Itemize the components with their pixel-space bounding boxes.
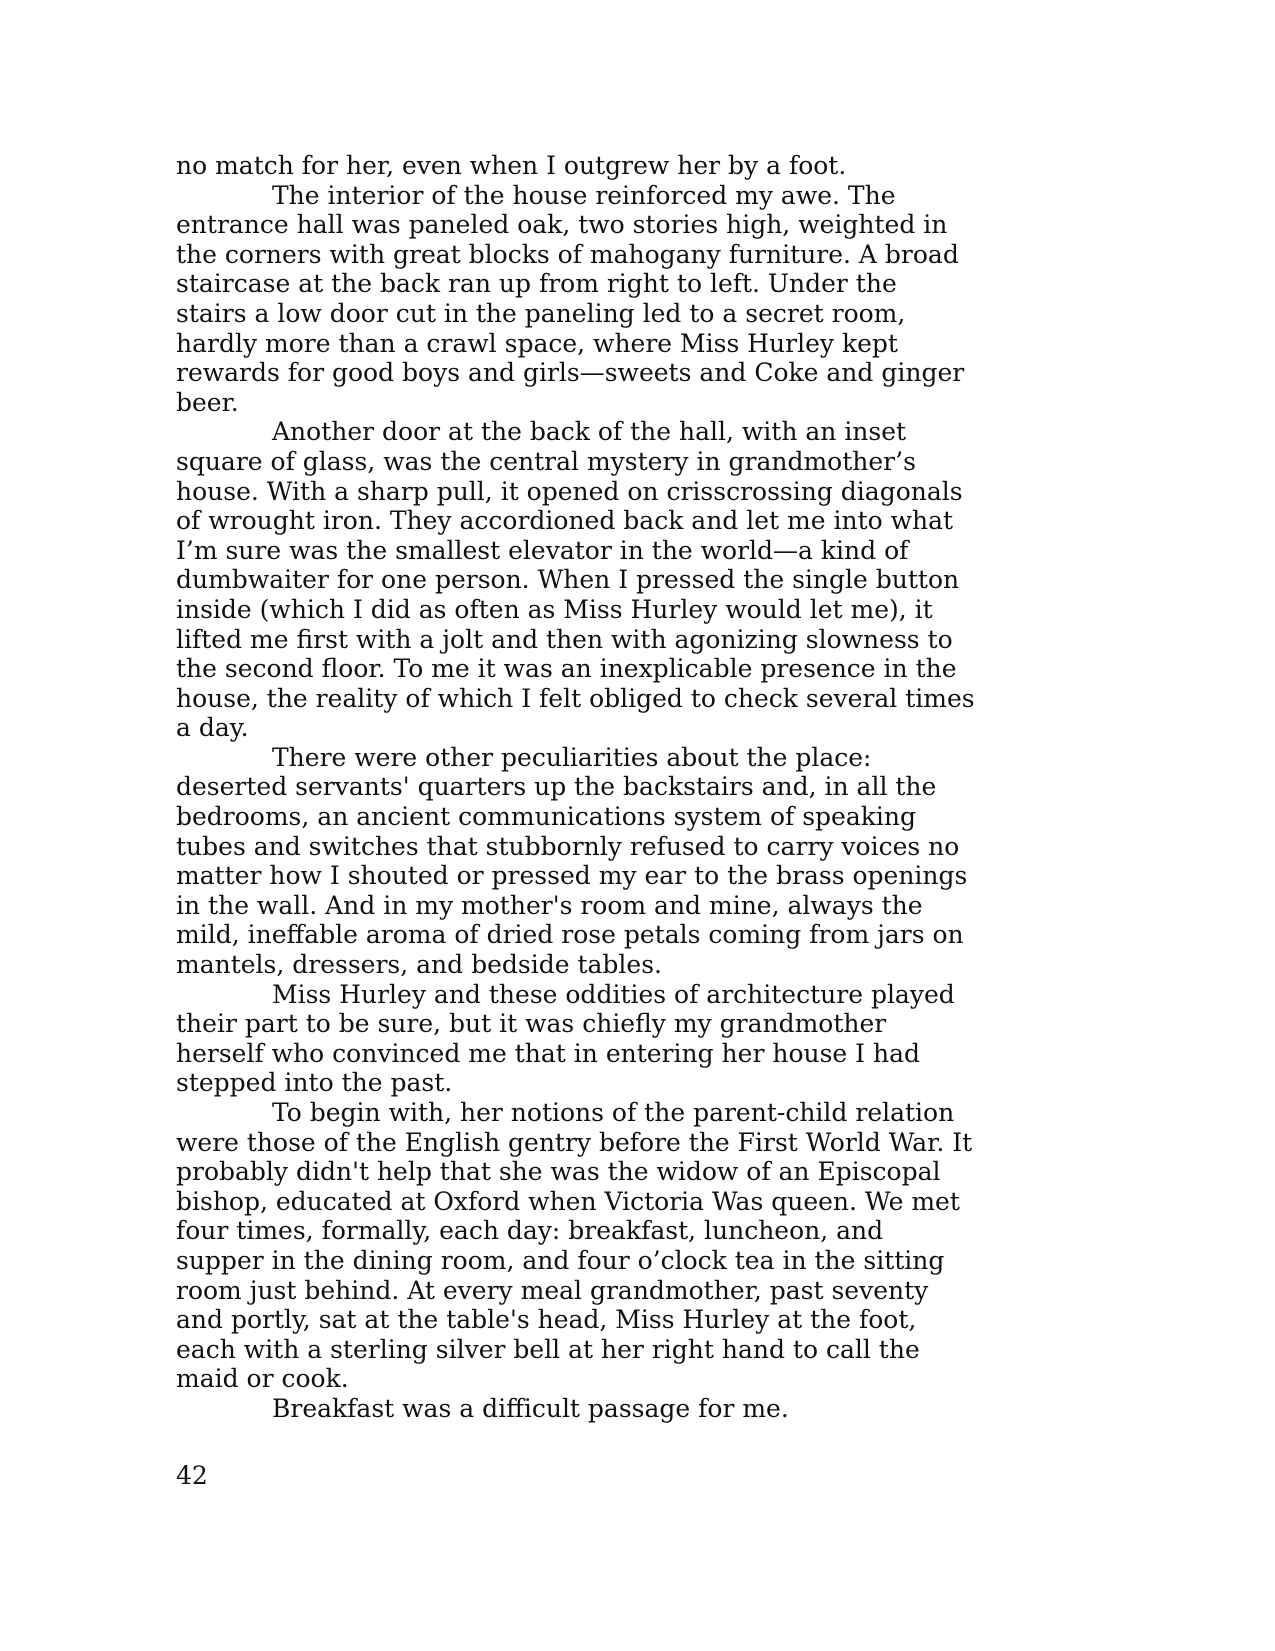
text-line: inside (which I did as often as Miss Hurley would let me), it: [176, 594, 933, 624]
text-line: matter how I shouted or pressed my ear to the brass openings: [176, 861, 968, 891]
text-line: stepped into the past.: [176, 1068, 453, 1098]
text-line: probably didn't help that she was the widow of an Episcopal: [176, 1157, 941, 1187]
text-line: and portly, sat at the table's head, Miss Hurley at the foot,: [176, 1305, 917, 1335]
text-line: mild, ineffable aroma of dried rose petals coming from jars on: [176, 920, 964, 950]
page-number: 42: [176, 1461, 208, 1490]
text-line: of wrought iron. They accordioned back and let me into what: [176, 506, 954, 536]
text-line: a day.: [176, 713, 249, 743]
text-line: hardly more than a crawl space, where Miss Hurley kept: [176, 328, 898, 358]
text-line: deserted servants' quarters up the backstairs and, in all the: [176, 772, 937, 802]
text-line: room just behind. At every meal grandmother, past seventy: [176, 1275, 929, 1305]
text-line: the second floor. To me it was an inexplicable presence in the: [176, 654, 957, 684]
text-line: their part to be sure, but it was chiefly my grandmother: [176, 1009, 887, 1039]
text-line: herself who convinced me that in entering her house I had: [176, 1038, 921, 1068]
text-line: mantels, dressers, and bedside tables.: [176, 950, 662, 980]
text-line: supper in the dining room, and four o’clock tea in the sitting: [176, 1245, 945, 1275]
text-line: each with a sterling silver bell at her right hand to call the: [176, 1334, 920, 1364]
text-line: Another door at the back of the hall, with an inset: [272, 417, 907, 447]
text-line: beer.: [176, 387, 239, 417]
text-line: staircase at the back ran up from right to left. Under the: [176, 269, 897, 299]
text-line: the corners with great blocks of mahogany furniture. A broad: [176, 239, 959, 269]
text-line: square of glass, was the central mystery in grandmother’s: [176, 446, 916, 476]
text-line: rewards for good boys and girls—sweets and Coke and ginger: [176, 358, 965, 388]
text-line: The interior of the house reinforced my awe. The: [272, 180, 896, 210]
text-line: were those of the English gentry before the First World War. It: [176, 1127, 973, 1157]
text-line: tubes and switches that stubbornly refused to carry voices no: [176, 831, 960, 861]
text-line: no match for her, even when I outgrew her by a foot.: [176, 151, 847, 180]
text-line: I’m sure was the smallest elevator in the world—a kind of: [176, 535, 909, 565]
text-line: bishop, educated at Oxford when Victoria Was queen. We met: [176, 1186, 960, 1216]
text-line: Breakfast was a difficult passage for me.: [272, 1393, 789, 1423]
text-line: To begin with, her notions of the parent-child relation: [272, 1098, 955, 1127]
text-line: There were other peculiarities about the place:: [272, 742, 872, 772]
text-line: four times, formally, each day: breakfast, luncheon, and: [176, 1216, 884, 1246]
text-line: dumbwaiter for one person. When I pressed the single button: [176, 565, 960, 595]
text-line: stairs a low door cut in the paneling led to a secret room,: [176, 298, 906, 328]
text-line: lifted me first with a jolt and then with agonizing slowness to: [176, 624, 953, 654]
body-text: [176, 151, 1056, 1424]
text-line: house. With a sharp pull, it opened on crisscrossing diagonals: [176, 476, 963, 506]
text-line: entrance hall was paneled oak, two stories high, weighted in: [176, 210, 948, 240]
text-line: bedrooms, an ancient communications system of speaking: [176, 802, 916, 832]
text-line: Miss Hurley and these oddities of architecture played: [272, 979, 955, 1009]
text-line: house, the reality of which I felt obliged to check several times: [176, 683, 975, 713]
text-line: in the wall. And in my mother's room and mine, always the: [176, 890, 923, 920]
text-line: maid or cook.: [176, 1364, 349, 1394]
